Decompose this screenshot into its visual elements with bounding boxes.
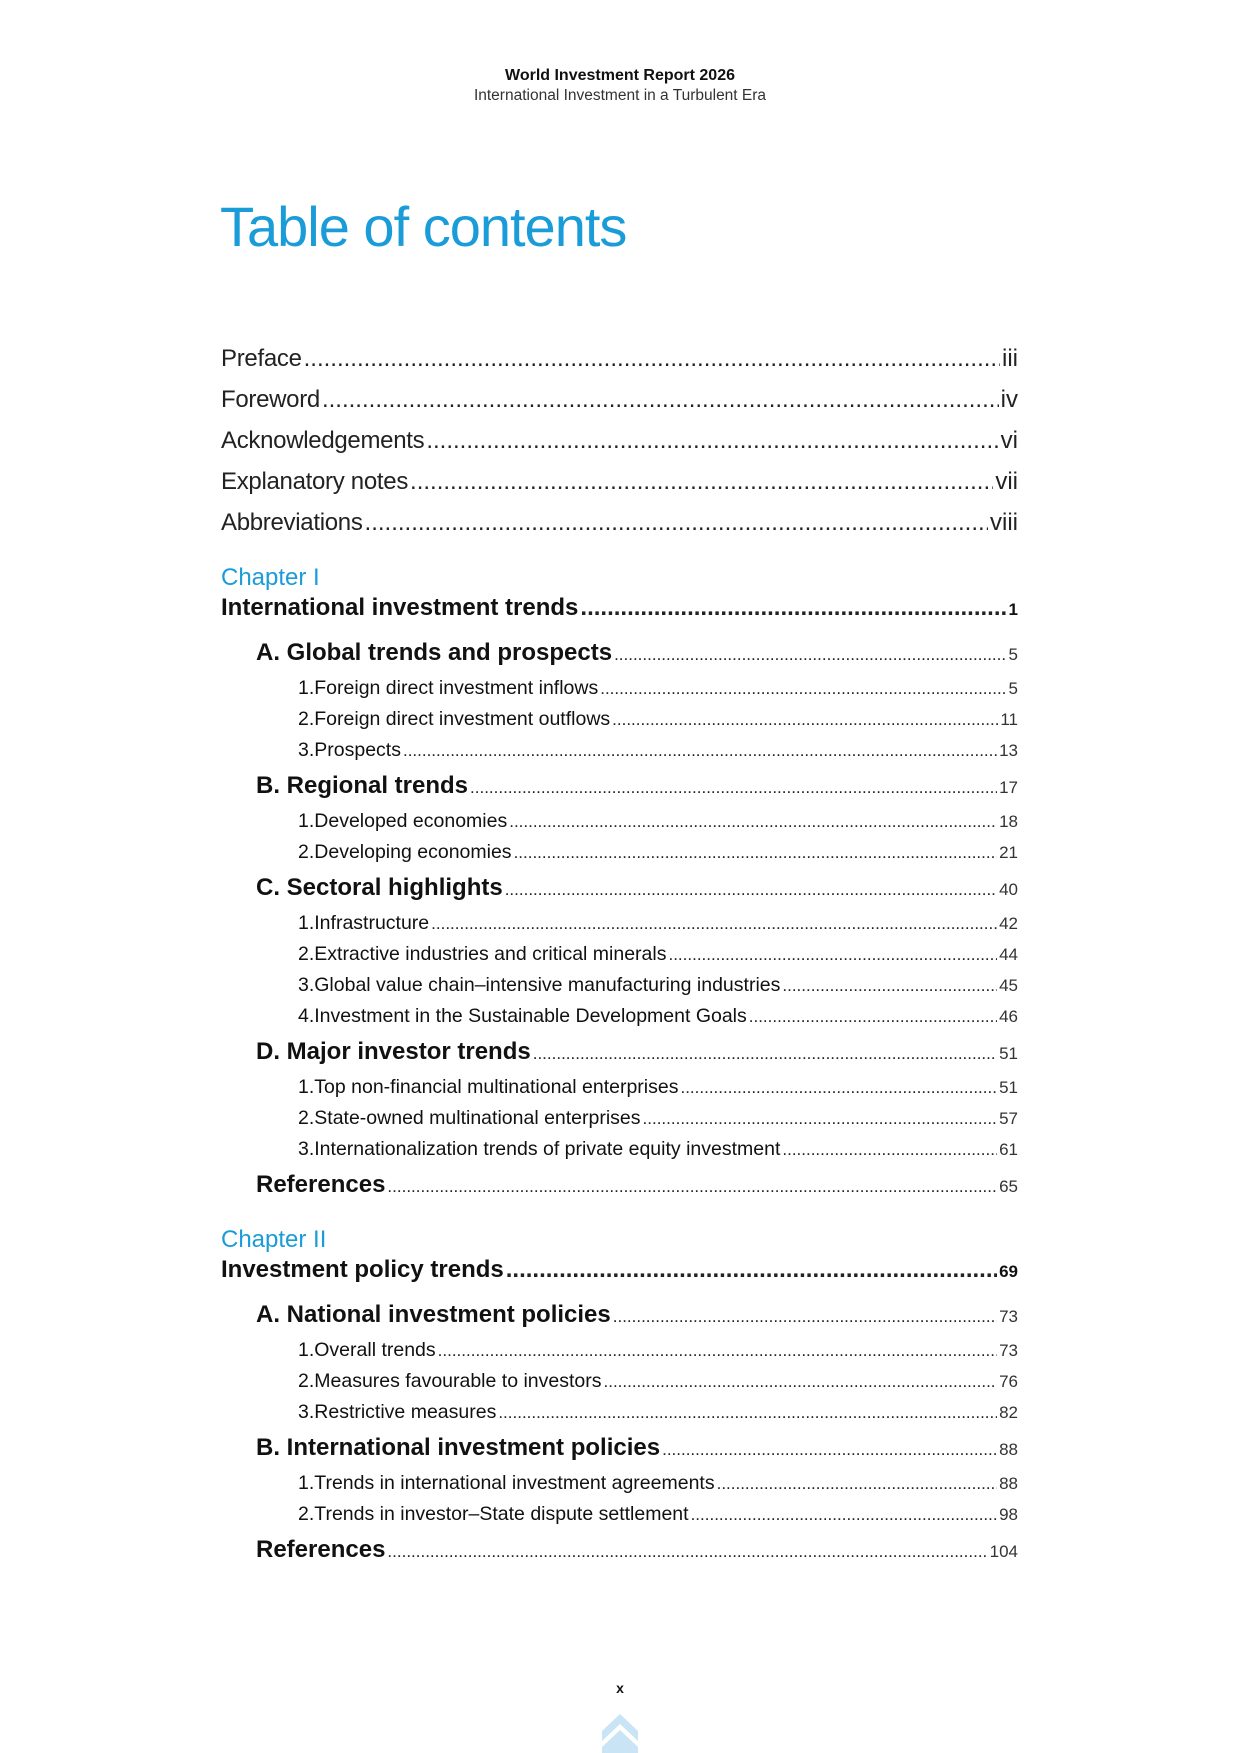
toc-entry-acknowledgements[interactable] (221, 420, 1018, 461)
subsection-number: 1. (298, 1076, 315, 1098)
subsection-page: 42 (999, 914, 1018, 933)
toc-entry-abbreviations[interactable] (221, 502, 1018, 543)
toc-entry-label: Abbreviations (221, 509, 363, 536)
subsection-number: 4. (298, 1005, 315, 1027)
dot-leader (668, 939, 997, 970)
subsection-number: 1. (298, 677, 315, 699)
dot-leader (533, 1034, 997, 1074)
section-page: 5 (1008, 645, 1018, 664)
toc-section-2a[interactable] (221, 1295, 1018, 1335)
toc-entry-page: vi (1000, 427, 1018, 454)
toc-subsection[interactable] (221, 837, 1018, 868)
dot-leader (691, 1499, 998, 1530)
toc-entry-label: Preface (221, 345, 302, 372)
toc-entry-page: vii (995, 468, 1018, 495)
toc-section-1a[interactable] (221, 633, 1018, 673)
section-label: B. International investment policies (256, 1434, 661, 1461)
dot-leader (580, 593, 1006, 623)
subsection-label: Restrictive measures (314, 1401, 497, 1423)
dot-leader (717, 1468, 997, 1499)
toc-section-1b[interactable] (221, 766, 1018, 806)
subsection-page: 18 (999, 812, 1018, 831)
subsection-page: 13 (999, 741, 1018, 760)
toc-subsection[interactable] (221, 806, 1018, 837)
dot-leader (505, 870, 997, 910)
subsection-page: 11 (1000, 710, 1018, 729)
dot-leader (426, 420, 998, 461)
report-subtitle: International Investment in a Turbulent Era (473, 87, 767, 104)
subsection-label: Investment in the Sustainable Development Goals (314, 1005, 747, 1027)
subsection-label: Global value chain–intensive manufacturing industries (314, 974, 781, 996)
dot-leader (506, 1255, 997, 1285)
toc-entry-page: iv (1000, 386, 1018, 413)
subsection-number: 1. (298, 810, 315, 832)
dot-leader (782, 970, 997, 1001)
toc-subsection[interactable] (221, 1397, 1018, 1428)
subsection-label: Developing economies (314, 841, 512, 863)
subsection-number: 3. (298, 1401, 315, 1423)
subsection-page: 82 (999, 1403, 1018, 1422)
subsection-label: Foreign direct investment outflows (314, 708, 611, 730)
subsection-label: State-owned multinational enterprises (314, 1107, 641, 1129)
chapter-title-label: Investment policy trends (221, 1256, 504, 1283)
toc-subsection[interactable] (221, 1335, 1018, 1366)
chapter-title-page: 1 (1008, 600, 1018, 619)
subsection-page: 45 (999, 976, 1018, 995)
dot-leader (304, 338, 1000, 379)
toc-entry-page: viii (990, 509, 1018, 536)
subsection-number: 2. (298, 1503, 315, 1525)
subsection-label: Extractive industries and critical minerals (314, 943, 667, 965)
toc-references-1[interactable] (221, 1165, 1018, 1205)
dot-leader (604, 1366, 998, 1397)
subsection-label: Infrastructure (314, 912, 430, 934)
section-page: 17 (999, 778, 1018, 797)
subsection-number: 2. (298, 708, 315, 730)
toc-subsection[interactable] (221, 908, 1018, 939)
subsection-number: 1. (298, 1472, 315, 1494)
section-label: A. Global trends and prospects (256, 639, 613, 666)
section-label: A. National investment policies (256, 1301, 611, 1328)
section-page: 88 (999, 1440, 1018, 1459)
page-title: Table of contents (220, 195, 627, 258)
toc-section-1c[interactable] (221, 868, 1018, 908)
subsection-number: 2. (298, 841, 315, 863)
subsection-page: 73 (999, 1341, 1018, 1360)
dot-leader (612, 704, 998, 735)
dot-leader (613, 1297, 997, 1337)
dot-leader (680, 1072, 997, 1103)
dot-leader (498, 1397, 997, 1428)
dot-leader (614, 635, 1006, 675)
dot-leader (410, 461, 993, 502)
dot-leader (782, 1134, 997, 1165)
section-label: C. Sectoral highlights (256, 874, 503, 901)
section-label: B. Regional trends (256, 772, 469, 799)
references-label: References (256, 1171, 386, 1198)
section-page: 51 (999, 1044, 1018, 1063)
toc-references-2[interactable] (221, 1530, 1018, 1570)
subsection-page: 5 (1008, 679, 1018, 698)
toc-subsection[interactable] (221, 673, 1018, 704)
dot-leader (643, 1103, 998, 1134)
references-page: 65 (999, 1177, 1018, 1196)
section-page: 40 (999, 880, 1018, 899)
toc-subsection[interactable] (221, 1134, 1018, 1165)
toc-subsection[interactable] (221, 1001, 1018, 1032)
subsection-number: 1. (298, 912, 315, 934)
toc-entry-preface[interactable] (221, 338, 1018, 379)
subsection-number: 2. (298, 943, 315, 965)
dot-leader (509, 806, 997, 837)
section-page: 73 (999, 1307, 1018, 1326)
dot-leader (365, 502, 988, 543)
subsection-page: 76 (999, 1372, 1018, 1391)
dot-leader (322, 379, 999, 420)
toc-subsection[interactable] (221, 1499, 1018, 1530)
table-of-contents (221, 338, 1018, 1570)
subsection-label: Overall trends (314, 1339, 436, 1361)
subsection-label: Trends in international investment agreements (314, 1472, 715, 1494)
dot-leader (470, 768, 997, 808)
subsection-label: Measures favourable to investors (314, 1370, 602, 1392)
toc-entry-label: Acknowledgements (221, 427, 425, 454)
subsection-number: 1. (298, 1339, 315, 1361)
subsection-label: Foreign direct investment inflows (314, 677, 599, 699)
page-number: x (616, 1680, 624, 1696)
toc-entry-label: Explanatory notes (221, 468, 409, 495)
subsection-label: Prospects (314, 739, 401, 761)
dot-leader (387, 1167, 997, 1207)
chapter-2-label: Chapter II (221, 1226, 327, 1253)
subsection-label: Trends in investor–State dispute settlement (314, 1503, 689, 1525)
subsection-label: Top non-financial multinational enterprises (314, 1076, 679, 1098)
subsection-page: 57 (999, 1109, 1018, 1128)
subsection-page: 88 (999, 1474, 1018, 1493)
references-label: References (256, 1536, 386, 1563)
dot-leader (600, 673, 1006, 704)
toc-entry-explanatory-notes[interactable] (221, 461, 1018, 502)
subsection-page: 61 (999, 1140, 1018, 1159)
subsection-page: 44 (999, 945, 1018, 964)
toc-entry-page: iii (1002, 345, 1018, 372)
dot-leader (431, 908, 997, 939)
toc-subsection[interactable] (221, 1103, 1018, 1134)
section-label: D. Major investor trends (256, 1038, 531, 1065)
subsection-number: 2. (298, 1370, 315, 1392)
subsection-page: 21 (999, 843, 1018, 862)
running-header (0, 66, 1240, 106)
subsection-label: Developed economies (314, 810, 508, 832)
subsection-label: Internationalization trends of private equity investment (314, 1138, 781, 1160)
chapter-title-label: International investment trends (221, 594, 579, 621)
dot-leader (514, 837, 998, 868)
toc-entry-foreword[interactable] (221, 379, 1018, 420)
toc-chapter-1-title[interactable] (221, 593, 1018, 623)
dot-leader (749, 1001, 997, 1032)
double-chevron-up-icon (600, 1705, 640, 1753)
toc-subsection[interactable] (221, 735, 1018, 766)
subsection-page: 51 (999, 1078, 1018, 1097)
toc-subsection[interactable] (221, 939, 1018, 970)
toc-section-2b[interactable] (221, 1428, 1018, 1468)
toc-entry-label: Foreword (221, 386, 320, 413)
toc-subsection[interactable] (221, 1468, 1018, 1499)
subsection-number: 3. (298, 974, 315, 996)
toc-subsection[interactable] (221, 704, 1018, 735)
toc-subsection[interactable] (221, 1366, 1018, 1397)
toc-subsection[interactable] (221, 1072, 1018, 1103)
subsection-page: 98 (999, 1505, 1018, 1524)
dot-leader (662, 1430, 997, 1470)
references-page: 104 (989, 1542, 1018, 1561)
report-title: World Investment Report 2026 (505, 67, 735, 84)
dot-leader (387, 1532, 987, 1572)
subsection-page: 46 (999, 1007, 1018, 1026)
subsection-number: 2. (298, 1107, 315, 1129)
subsection-number: 3. (298, 1138, 315, 1160)
dot-leader (438, 1335, 997, 1366)
toc-section-1d[interactable] (221, 1032, 1018, 1072)
dot-leader (403, 735, 997, 766)
chapter-title-page: 69 (999, 1262, 1018, 1281)
chapter-1-label: Chapter I (221, 564, 320, 591)
toc-subsection[interactable] (221, 970, 1018, 1001)
toc-chapter-2-title[interactable] (221, 1255, 1018, 1285)
subsection-number: 3. (298, 739, 315, 761)
